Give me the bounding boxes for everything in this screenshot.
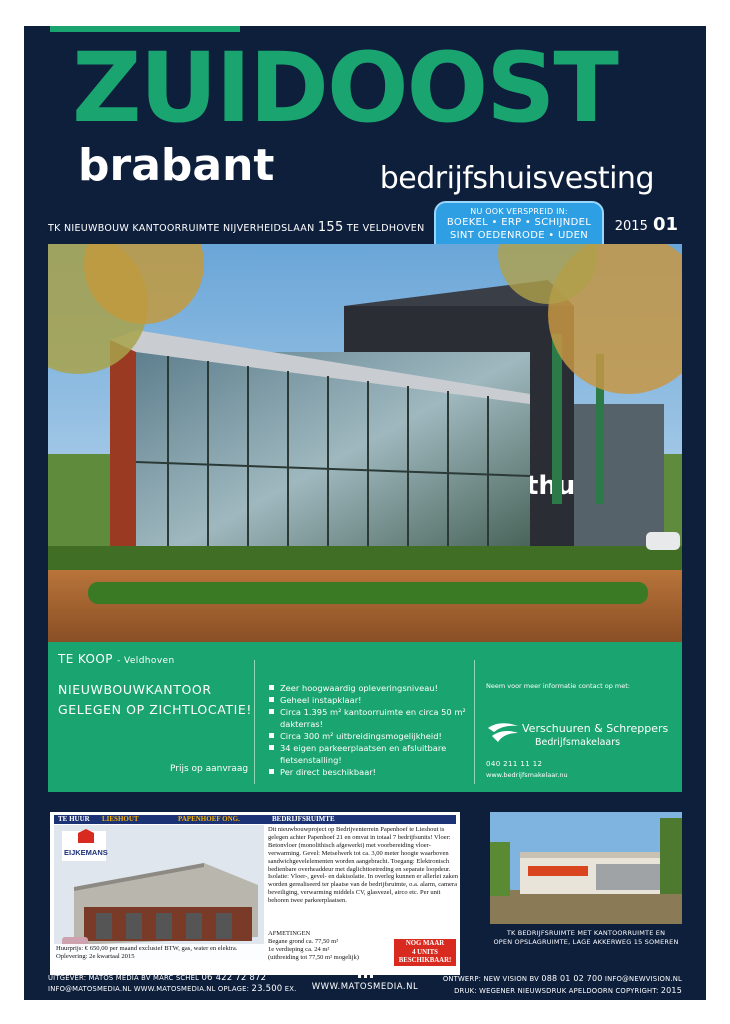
issue-year: 2015 [614,219,648,234]
print-line: DRUK: WEGENER NIEUWSDRUK APELDOORN COPYRIGHT: [454,987,661,995]
agent-phone: 040 211 11 12 [486,760,543,768]
tagline-text-a: NIEUWBOUW KANTOORRUIMTE NIJVERHEIDSLAAN [63,223,315,234]
ad-dimension-row: Begane grond ca. 77,50 m² [268,937,339,945]
publisher-info [48,973,297,995]
ad-bar-type: BEDRIJFSRUIMTE [272,815,335,823]
second-listing-caption-2: OPEN OPSLAGRUIMTE, LAGE AKKERWEG 15 SOMEREN [493,938,679,946]
second-listing-caption [486,929,686,947]
list-item: Per direct beschikbaar! [268,766,468,778]
matosmedia-url[interactable]: WWW.MATOSMEDIA.NL [311,982,419,992]
tagline-prefix: TK [48,223,61,234]
ad-price: Huurprijs: € 650,00 per maand exclusief BTW, gas, water en elektra. Oplevering: 2e kwartaal 2015 [54,944,264,962]
cover-photo [48,244,682,642]
publisher-line-1: UITGEVER: MATOS MEDIA BV MARC SCHEL [48,974,202,982]
circulation-number: 23.500 [251,984,283,994]
agent-swoosh-icon [486,720,520,748]
magazine-cover [24,26,706,1000]
panel-divider-right [474,660,475,784]
issue-number [615,214,678,235]
circulation-unit: EX. [282,985,297,993]
cover-footer [24,964,706,1000]
agent-name: Verschuuren & Schreppers [522,722,669,735]
design-email: INFO@NEWVISION.NL [602,975,682,983]
matosmedia-logo [300,964,430,992]
masthead-subtitle-brabant: brabant [78,140,275,191]
badge-line-3: BESCHIKBAAR! [398,957,452,964]
rental-ad [50,812,460,975]
publisher-line-2: INFO@MATOSMEDIA.NL WWW.MATOSMEDIA.NL OPLAGE: [48,985,252,993]
design-phone: 088 01 02 700 [541,974,603,983]
listing-status-label: TE KOOP [58,652,113,666]
masthead-title: ZUIDOOST [72,32,617,144]
design-line-1: ONTWERP: NEW VISION BV [442,975,542,983]
list-item: Zeer hoogwaardig opleveringsniveau! [268,682,468,694]
distribution-line-2: SINT OEDENRODE • UDEN [450,230,588,241]
office-building-image [48,244,682,642]
feature-list [268,682,468,778]
ad-body: Dit nieuwbouwproject op Bedrijventerrein Papenhoef te Lieshout is gelegen achter Papenhoef 21 en omvat in totaal 7 bedrijfsunits! Vloer: Betonvloer (monolithisch afgewerkt) met voorbereiding vloer-verwarming. Gevel: Metselwerk tot ca. 3,00 meter hoogte waarboven sandwichgevelelementen worden aangebracht. Toegang: Elektronisch bedienbare overheaddeur met daglichttoetreding en separate loopdeur. Isolatie: Vloer-, gevel- en dakisolatie. In overleg kunnen er allerlei zaken worden gerealiseerd ter plaatse van de bedrijfsruimte, o.a. alarm, camera beveiliging, verwarming middels CV, glasvezel, airco etc. Per unit behoren twee parkeerplaatsen. [268,826,458,905]
listing-headline-1: NIEUWBOUWKANTOOR [58,682,212,697]
panel-divider-left [254,660,255,784]
contact-note: Neem voor meer informatie contact op met: [486,682,630,690]
issue-no: 01 [652,214,678,235]
badge-line-1: NOG MAAR [405,940,445,947]
cover-tagline [48,220,425,235]
ad-header-bar [54,815,456,824]
masthead-category: bedrijfshuisvesting [379,161,654,196]
list-item: Geheel instapklaar! [268,694,468,706]
availability-badge [394,939,456,966]
design-print-info [443,973,682,997]
ad-image [54,825,264,960]
distribution-heading: NU OOK VERSPREID IN: [470,207,568,216]
listing-headline-2: GELEGEN OP ZICHTLOCATIE! [58,702,253,717]
ad-logo-text: EIJKEMANS [64,848,108,857]
list-item: 34 eigen parkeerplaatsen en afsluitbare fietsenstalling! [268,742,468,766]
ad-bar-place: LIESHOUT [102,815,139,823]
ad-dimension-row: 1e verdieping ca. 24 m² [268,945,330,953]
agent-subtitle: Bedrijfsmakelaars [535,737,621,748]
agent-logo [486,720,674,750]
ad-dimensions-title: AFMETINGEN [268,930,311,937]
matosmedia-mark-icon: m [356,963,374,983]
badge-line-2: 4 UNITS [412,948,438,956]
ad-bar-street: PAPENHOEF ONG. [178,815,240,823]
copyright-year: 2015 [660,986,682,995]
distribution-line-1: BOEKEL • ERP • SCHIJNDEL [446,217,592,228]
ad-bar-status: TE HUUR [58,815,90,823]
list-item: Circa 300 m² uitbreidingsmogelijkheid! [268,730,468,742]
second-listing-photo [490,812,682,924]
listing-status [58,652,175,666]
ad-dimension-row: (uitbreiding tot 77,50 m² mogelijk) [268,953,359,961]
warehouse-image [490,812,682,924]
agent-website[interactable]: www.bedrijfsmakelaar.nu [486,771,568,779]
listing-headline [58,680,258,720]
list-item: Circa 1.395 m² kantoorruimte en circa 50 m² dakterras! [268,706,468,730]
second-listing-caption-1: TK BEDRIJFSRUIMTE MET KANTOORRUIMTE EN [506,929,666,937]
listing-location: - Veldhoven [117,656,175,666]
commercial-units-image [54,825,264,960]
publisher-phone: 06 422 72 872 [201,973,267,983]
listing-panel [48,642,682,792]
ad-dimensions [268,930,388,962]
tagline-number: 155 [317,220,344,235]
listing-price: Prijs op aanvraag [170,764,249,774]
tagline-text-b: TE VELDHOVEN [346,223,425,234]
